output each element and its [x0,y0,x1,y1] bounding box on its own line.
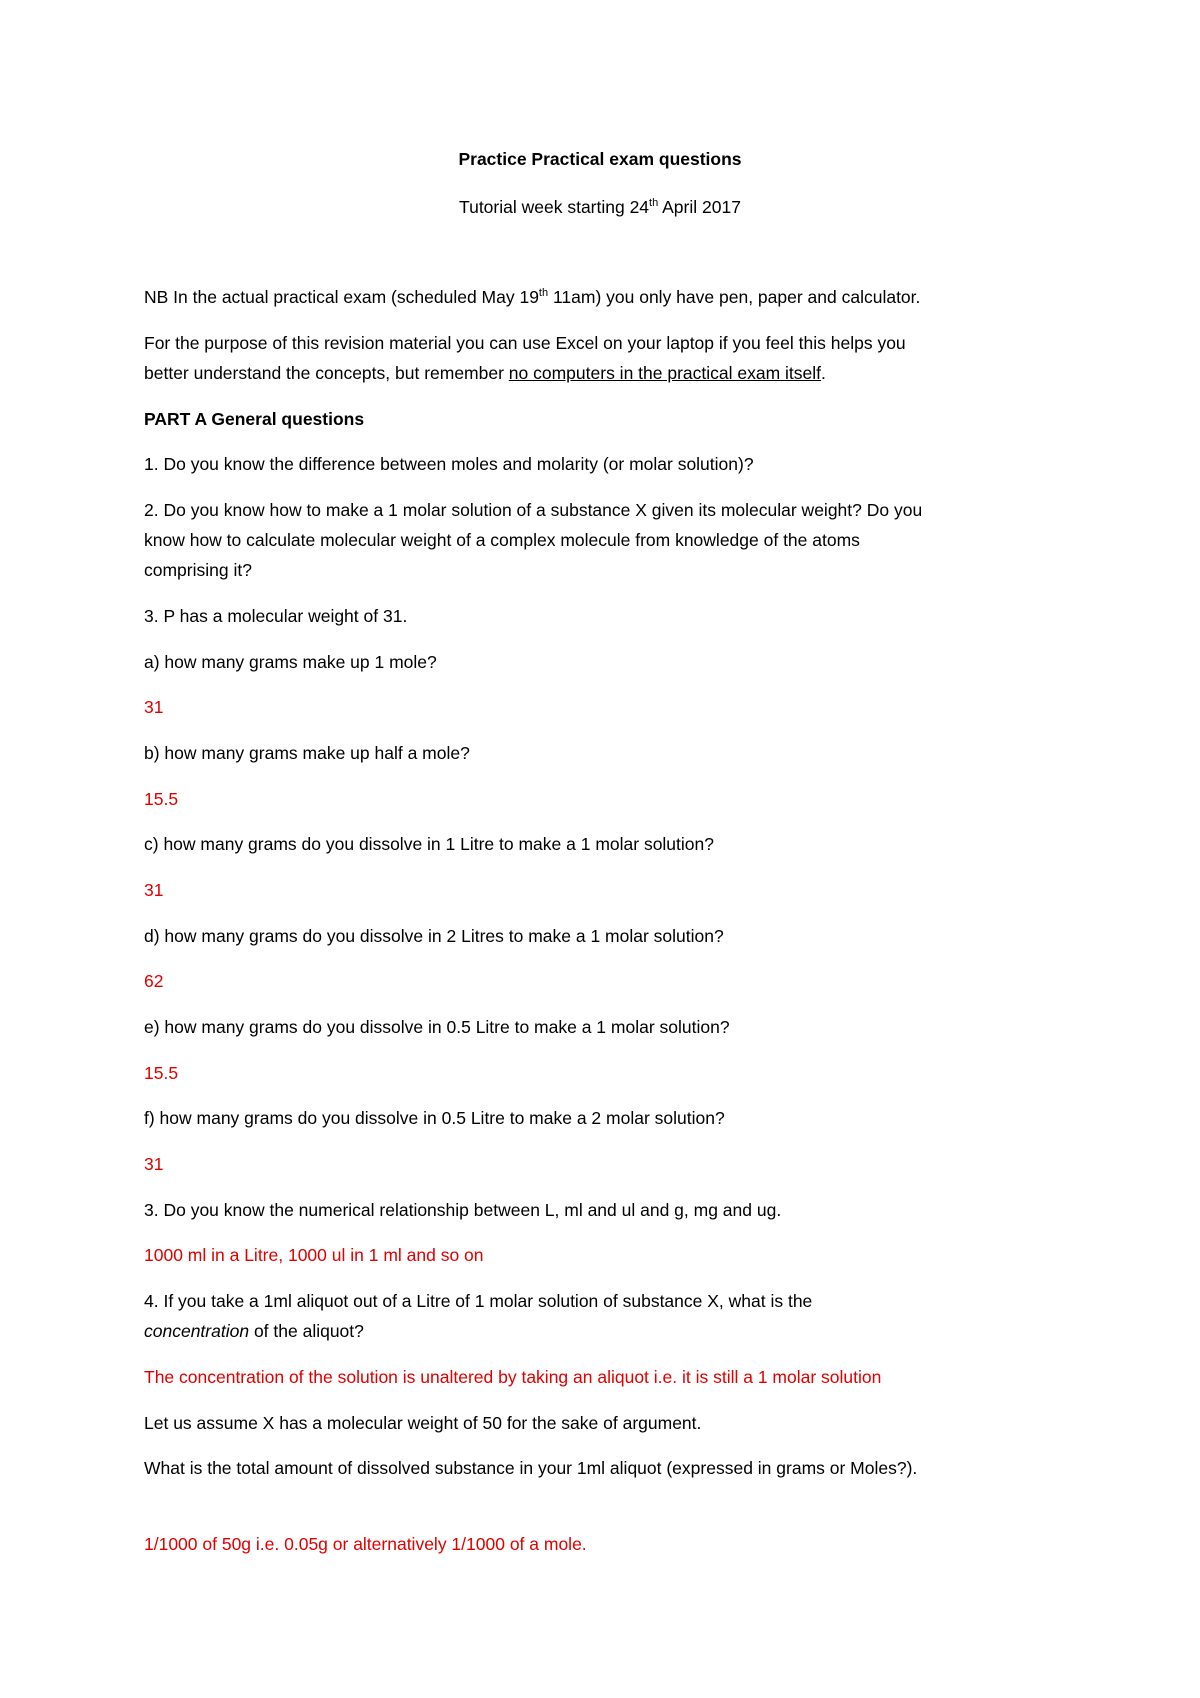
purpose-line-2 [144,362,826,384]
nb-paragraph [144,286,920,308]
purpose-text-end: . [821,363,826,383]
document-subtitle [0,196,1200,218]
answer-3e: 15.5 [144,1063,179,1083]
question-4-line-2 [144,1320,364,1342]
question-3: 3. P has a molecular weight of 31. [144,606,408,626]
question-4-italic-text: concentration [144,1321,250,1341]
answer-3b: 15.5 [144,789,179,809]
answer-3-units: 1000 ml in a Litre, 1000 ul in 1 ml and so on [144,1245,484,1265]
answer-4: The concentration of the solution is unaltered by taking an aliquot i.e. it is still a 1 molar solution [144,1367,882,1387]
question-4-text-end: of the aliquot? [249,1321,364,1341]
question-3a: a) how many grams make up 1 mole? [144,652,437,672]
purpose-underlined-text: no computers in the practical exam itself [508,363,822,383]
answer-3d: 62 [144,971,164,991]
subtitle-superscript: th [649,197,659,210]
question-3-units: 3. Do you know the numerical relationship between L, ml and ul and g, mg and ug. [144,1200,782,1220]
answer-3a: 31 [144,697,164,717]
purpose-line-1: For the purpose of this revision material you can use Excel on your laptop if you feel this helps you [144,333,906,353]
question-3c: c) how many grams do you dissolve in 1 Litre to make a 1 molar solution? [144,834,714,854]
question-3f: f) how many grams do you dissolve in 0.5 Litre to make a 2 molar solution? [144,1108,725,1128]
document-title: Practice Practical exam questions [458,149,742,169]
answer-3f: 31 [144,1154,164,1174]
assumption-text: Let us assume X has a molecular weight of 50 for the sake of argument. [144,1413,702,1433]
question-2-line-3: comprising it? [144,560,252,580]
subtitle-text-end: April 2017 [658,197,741,217]
part-a-heading: PART A General questions [144,409,365,429]
question-1: 1. Do you know the difference between moles and molarity (or molar solution)? [144,454,754,474]
question-3d: d) how many grams do you dissolve in 2 Litres to make a 1 molar solution? [144,926,724,946]
purpose-text: better understand the concepts, but remember [144,363,509,383]
nb-superscript: th [538,287,549,300]
question-3b: b) how many grams make up half a mole? [144,743,470,763]
question-2-line-2: know how to calculate molecular weight of a complex molecule from knowledge of the atoms [144,530,860,550]
nb-text-end: 11am) you only have pen, paper and calculator. [548,287,921,307]
question-2-line-1: 2. Do you know how to make a 1 molar solution of a substance X given its molecular weight? Do you [144,500,923,520]
nb-text: NB In the actual practical exam (scheduled May 19 [144,287,539,307]
total-amount-question: What is the total amount of dissolved substance in your 1ml aliquot (expressed in grams or Moles?). [144,1458,918,1478]
answer-3c: 31 [144,880,164,900]
total-amount-answer: 1/1000 of 50g i.e. 0.05g or alternatively 1/1000 of a mole. [144,1534,587,1554]
subtitle-text: Tutorial week starting 24 [459,197,650,217]
question-3e: e) how many grams do you dissolve in 0.5 Litre to make a 1 molar solution? [144,1017,730,1037]
question-4-line-1: 4. If you take a 1ml aliquot out of a Litre of 1 molar solution of substance X, what is the [144,1291,813,1311]
